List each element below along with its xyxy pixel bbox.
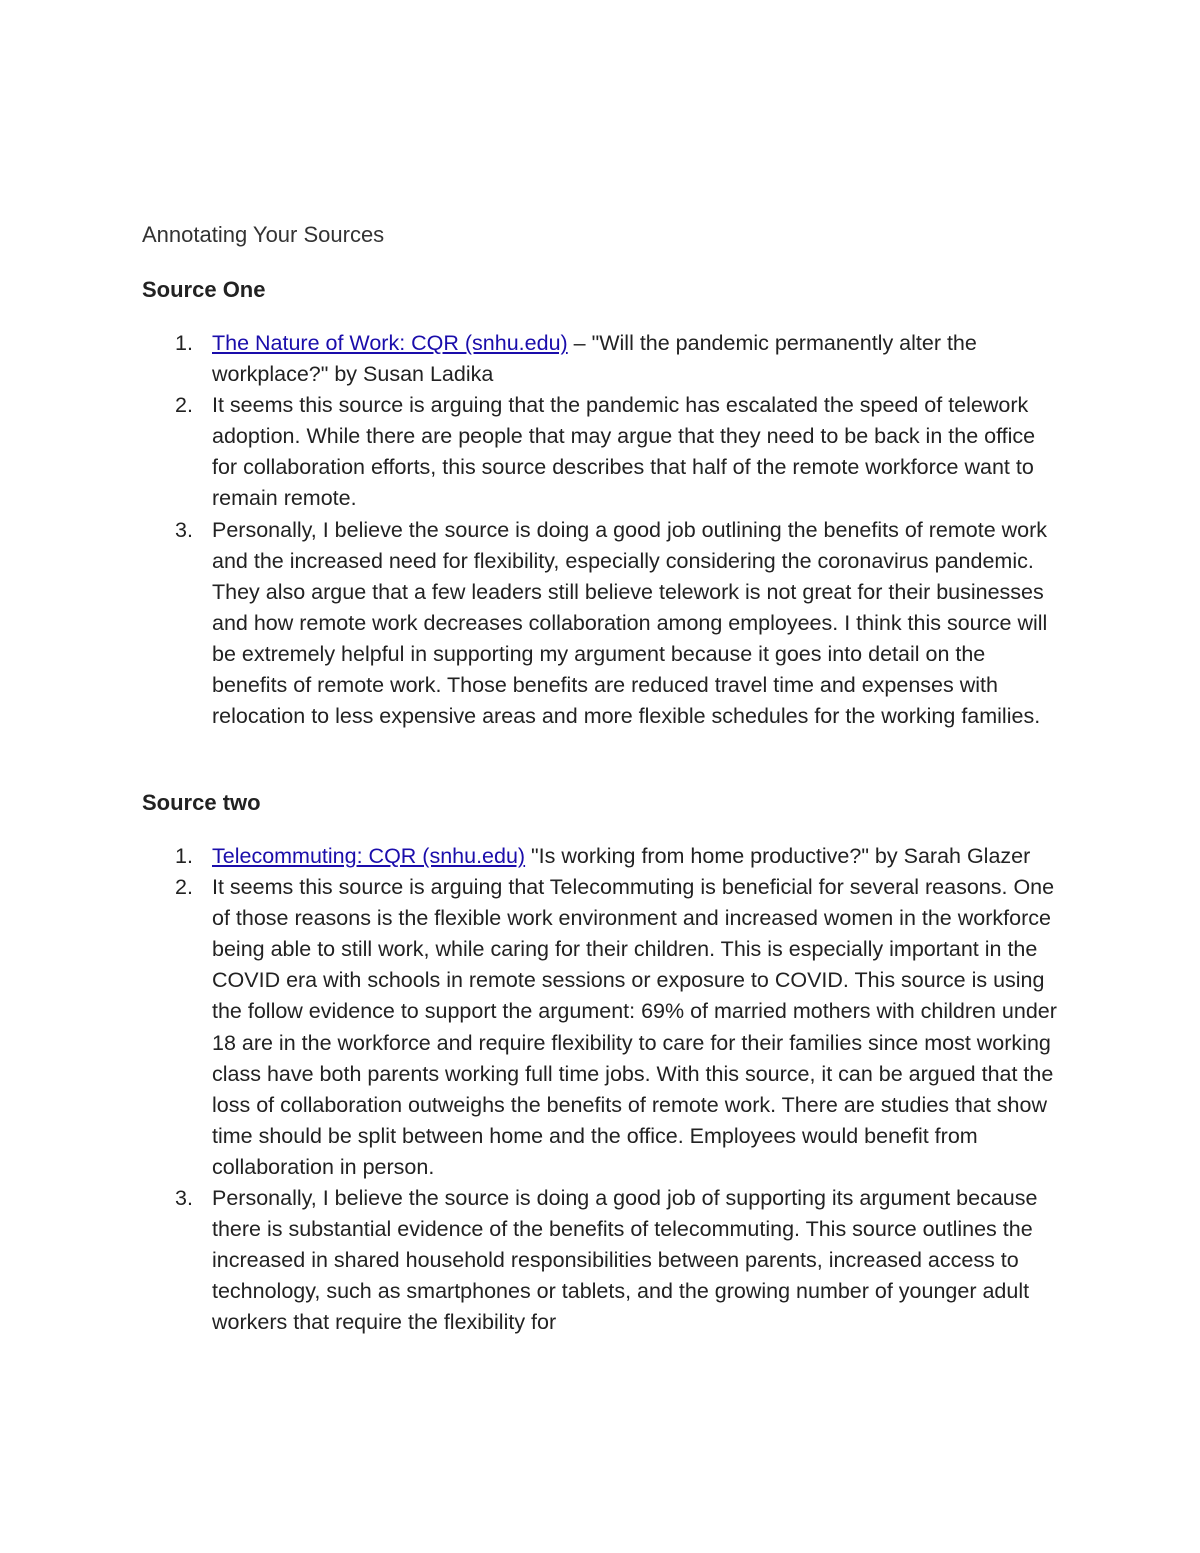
list-item [142,872,1062,1183]
list-item-number: 1. [175,844,193,868]
section-heading-source-one: Source One [142,277,266,302]
list-item-number: 2. [175,875,193,900]
list-item-text: "Is working from home productive?" by Sarah Glazer [525,844,1031,868]
list-item-text: It seems this source is arguing that the pandemic has escalated the speed of telework adoption. While there are people that may argue that they need to be back in the office for collaboration efforts, this source describes that half of the remote workforce want to remain remote. [212,393,1036,511]
list-item-text: Personally, I believe the source is doing a good job of supporting its argument because there is substantial evidence of the benefits of telecommuting. This source outlines the increased in shared household responsibilities between parents, increased access to technology, such as smartphones or tablets, and the growing number of younger adult workers that require the flexibility for [212,1186,1038,1335]
list-item-text: – "Will the pandemic permanently alter the workplace?" by Susan Ladika [212,331,977,387]
section-heading-source-two: Source two [142,790,261,815]
list-item [142,1183,1062,1338]
source-two-link[interactable]: Telecommuting: CQR (snhu.edu) [212,844,526,868]
list-item [142,515,1062,733]
list-item-number: 2. [175,393,193,418]
list-item [142,328,1062,390]
list-item [142,841,1062,872]
page-title: Annotating Your Sources [142,222,385,247]
list-item-number: 1. [175,331,193,355]
source-one-link[interactable]: The Nature of Work: CQR (snhu.edu) [212,331,568,355]
list-item-text: Personally, I believe the source is doing a good job outlining the benefits of remote work and the increased need for flexibility, especially considering the coronavirus pandemic. They also argue that a few leaders still believe telework is not great for their businesses and how remote work decreases collaboration among employees. I think this source will be extremely helpful in supporting my argument because it goes into detail on the benefits of remote work. Those benefits are reduced travel time and expenses with relocation to less expensive areas and more flexible schedules for the working families. [212,517,1048,729]
list-item [142,390,1062,514]
source-two-list [142,841,1062,1339]
list-item-text: It seems this source is arguing that Telecommuting is beneficial for several reasons. One of those reasons is the flexible work environment and increased women in the workforce being able to still work, while caring for their children. This is especially important in the COVID era with schools in remote sessions or exposure to COVID. This source is using the follow evidence to support the argument: 69% of married mothers with children under 18 are in the workforce and require flexibility to care for their families since most working class have both parents working full time jobs. With this source, it can be argued that the loss of collaboration outweighs the benefits of remote work. There are studies that show time should be split between home and the office. Employees would benefit from collaboration in person. [212,875,1057,1179]
list-item-number: 3. [175,517,193,542]
list-item-number: 3. [175,1186,193,1211]
source-one-list [142,328,1062,732]
